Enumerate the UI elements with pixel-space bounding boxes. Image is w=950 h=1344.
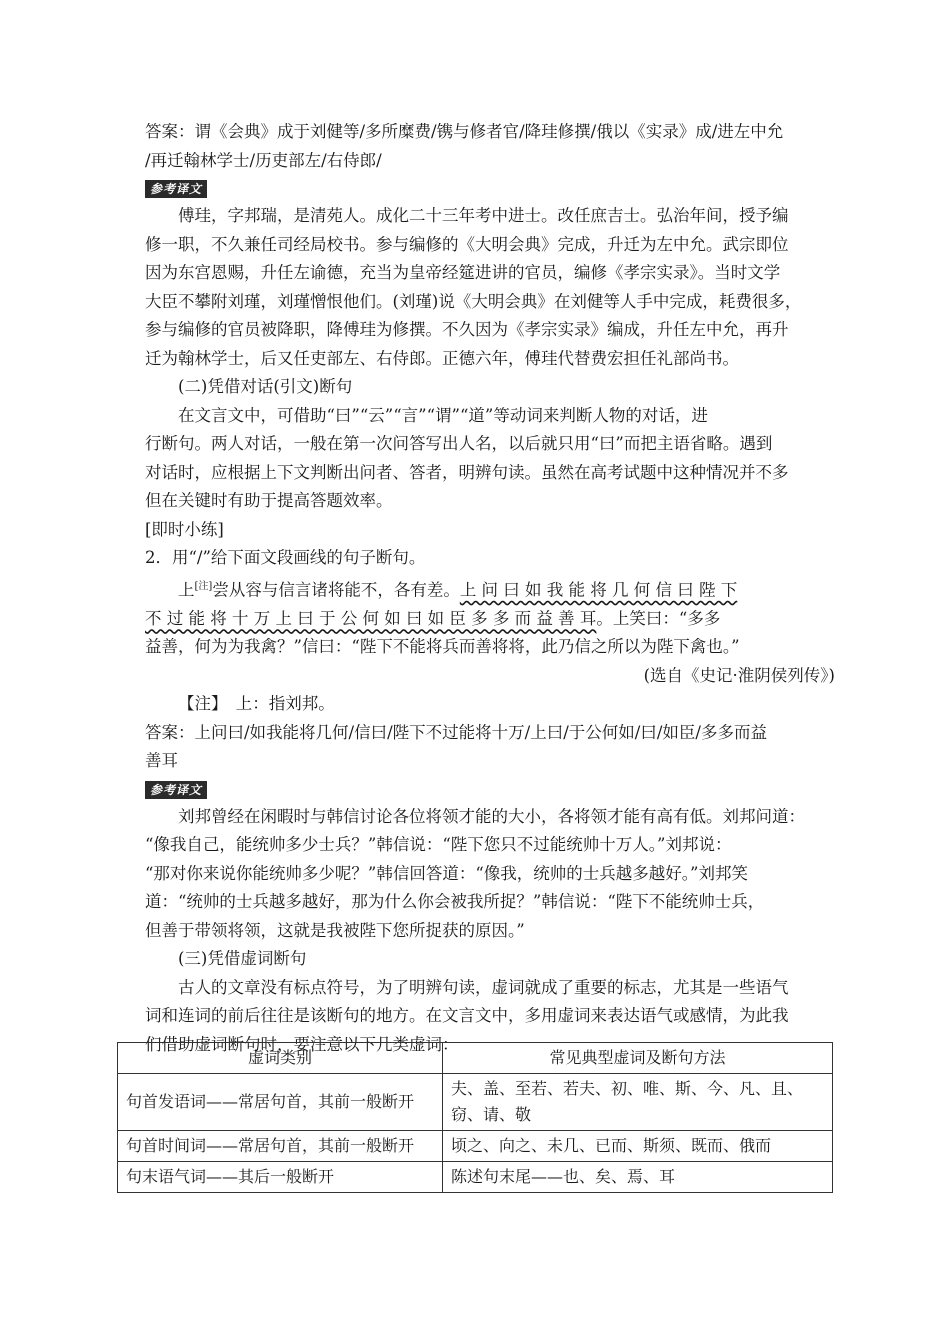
table-cell: 顷之、向之、未几、已而、斯须、既而、俄而 xyxy=(443,1131,833,1162)
table-cell: 句首时间词——常居句首，其前一般断开 xyxy=(118,1131,443,1162)
footnote: 【注】 上：指刘邦。 xyxy=(178,694,335,713)
section-2-line: 行断句。两人对话，一般在第一次问答写出人名，以后就只用“曰”而把主语省略。遇到 xyxy=(145,434,773,453)
translation-2-line: 道：“统帅的士兵越多越好，那为什么你会被我所捉？”韩信说：“陛下不能统帅士兵， xyxy=(145,892,765,911)
passage-line-3: 益善，何为为我禽？”信曰：“陛下不能将兵而善将将，此乃信之所以为陛下禽也。” xyxy=(145,637,740,656)
translation-1-line: 迁为翰林学士，后又任吏部左、右侍郎。正德六年，傅珪代替费宏担任礼部尚书。 xyxy=(145,348,739,368)
section-2-body xyxy=(145,402,835,516)
translation-1-line: 修一职，不久兼任司经局校书。参与编修的《大明会典》完成，升迁为左中允。武宗即位 xyxy=(145,234,789,254)
section-3-line: 古人的文章没有标点符号，为了明辨句读，虚词就成了重要的标志，尤其是一些语气 xyxy=(178,977,789,997)
note-marker: [注] xyxy=(194,580,213,592)
table-row xyxy=(118,1162,833,1193)
section-2-line: 对话时，应根据上下文判断出问者、答者，明辨句读。虽然在高考试题中这种情况并不多 xyxy=(145,462,789,482)
table-row xyxy=(118,1131,833,1162)
source-citation: (选自《史记·淮阴侯列传》) xyxy=(643,665,835,685)
translation-2-line: “那对你来说你能统帅多少呢？”韩信回答道：“像我，统帅的士兵越多越好。”刘邦笑 xyxy=(145,863,748,883)
answer-2-line-1: 答案：上问曰/如我能将几何/信曰/陛下不过能将十万/上曰/于公何如/曰/如臣/多多而益 xyxy=(145,722,767,742)
table-row xyxy=(118,1074,833,1131)
table-header-row xyxy=(118,1043,833,1074)
practice-label: [即时小练] xyxy=(145,519,224,539)
document-body xyxy=(145,118,835,1059)
function-words-table xyxy=(117,1042,833,1193)
passage-line-2 xyxy=(145,605,835,634)
reference-translation-badge: 参考译文 xyxy=(145,781,207,799)
translation-1-line: 大臣不攀附刘瑾，刘瑾憎恨他们。(刘瑾)说《大明会典》在刘健等人手中完成，耗费很多， xyxy=(145,291,802,311)
translation-1-line: 参与编修的官员被降职，降傅珪为修撰。不久因为《孝宗实录》编成，升任左中允，再升 xyxy=(145,320,789,339)
section-3-line: 词和连词的前后往往是该断句的地方。在文言文中，多用虚词来表达语气或感情，为此我 xyxy=(145,1006,789,1025)
question-2: 2．用“/”给下面文段画线的句子断句。 xyxy=(145,548,426,567)
passage-text: 。上笑曰：“多多 xyxy=(596,608,721,628)
table-header: 常见典型虚词及断句方法 xyxy=(443,1043,833,1074)
table-cell: 句首发语词——常居句首，其前一般断开 xyxy=(118,1074,443,1131)
translation-1 xyxy=(145,202,835,373)
answer-2-line-2: 善耳 xyxy=(145,751,178,770)
underlined-sentence: 不 过 能 将 十 万 上 曰 于 公 何 如 曰 如 臣 多 多 而 益 善 耳 xyxy=(145,608,597,628)
translation-1-line: 傅珪，字邦瑞，是清苑人。成化二十三年考中进士。改任庶吉士。弘治年间，授予编 xyxy=(178,206,789,225)
reference-translation-badge: 参考译文 xyxy=(145,180,207,198)
translation-2-line: 但善于带领将领，这就是我被陛下您所捉获的原因。” xyxy=(145,920,525,940)
passage xyxy=(145,573,835,662)
section-3-line: 们借助虚词断句时，要注意以下几类虚词： xyxy=(145,1034,459,1054)
section-2-line: 在文言文中，可借助“曰”“云”“言”“谓”“道”等动词来判断人物的对话，进 xyxy=(178,405,708,425)
table-header: 虚词类别 xyxy=(118,1043,443,1074)
table-cell: 陈述句末尾——也、矣、焉、耳 xyxy=(443,1162,833,1193)
section-3-heading: (三)凭借虚词断句 xyxy=(178,949,307,968)
section-2-heading: (二)凭借对话(引文)断句 xyxy=(178,377,353,396)
answer-1-line-1: 答案：谓《会典》成于刘健等/多所糜费/镌与修者官/降珪修撰/俄以《实录》成/进左中允 xyxy=(145,122,784,141)
translation-2 xyxy=(145,803,835,946)
passage-line-1 xyxy=(145,573,835,605)
section-2-line: 但在关键时有助于提高答题效率。 xyxy=(145,491,393,510)
table-cell: 句末语气词——其后一般断开 xyxy=(118,1162,443,1193)
answer-1-line-2: /再迁翰林学士/历吏部左/右侍郎/ xyxy=(145,150,382,170)
translation-2-line: 刘邦曾经在闲暇时与韩信讨论各位将领才能的大小，各将领才能有高有低。刘邦问道： xyxy=(178,806,805,826)
translation-1-line: 因为东宫恩赐，升任左谕德，充当为皇帝经筵进讲的官员，编修《孝宗实录》。当时文学 xyxy=(145,263,781,282)
passage-text: 上 xyxy=(178,580,195,599)
table-cell: 夫、盖、至若、若夫、初、唯、斯、今、凡、且、窃、请、敬 xyxy=(443,1074,833,1131)
passage-text: 尝从容与信言诸将能不，各有差。 xyxy=(212,580,460,599)
underlined-sentence: 上 问 曰 如 我 能 将 几 何 信 曰 陛 下 xyxy=(459,580,738,599)
translation-2-line: “像我自己，能统帅多少士兵？”韩信说：“陛下您只不过能统帅十万人。”刘邦说： xyxy=(145,835,732,854)
